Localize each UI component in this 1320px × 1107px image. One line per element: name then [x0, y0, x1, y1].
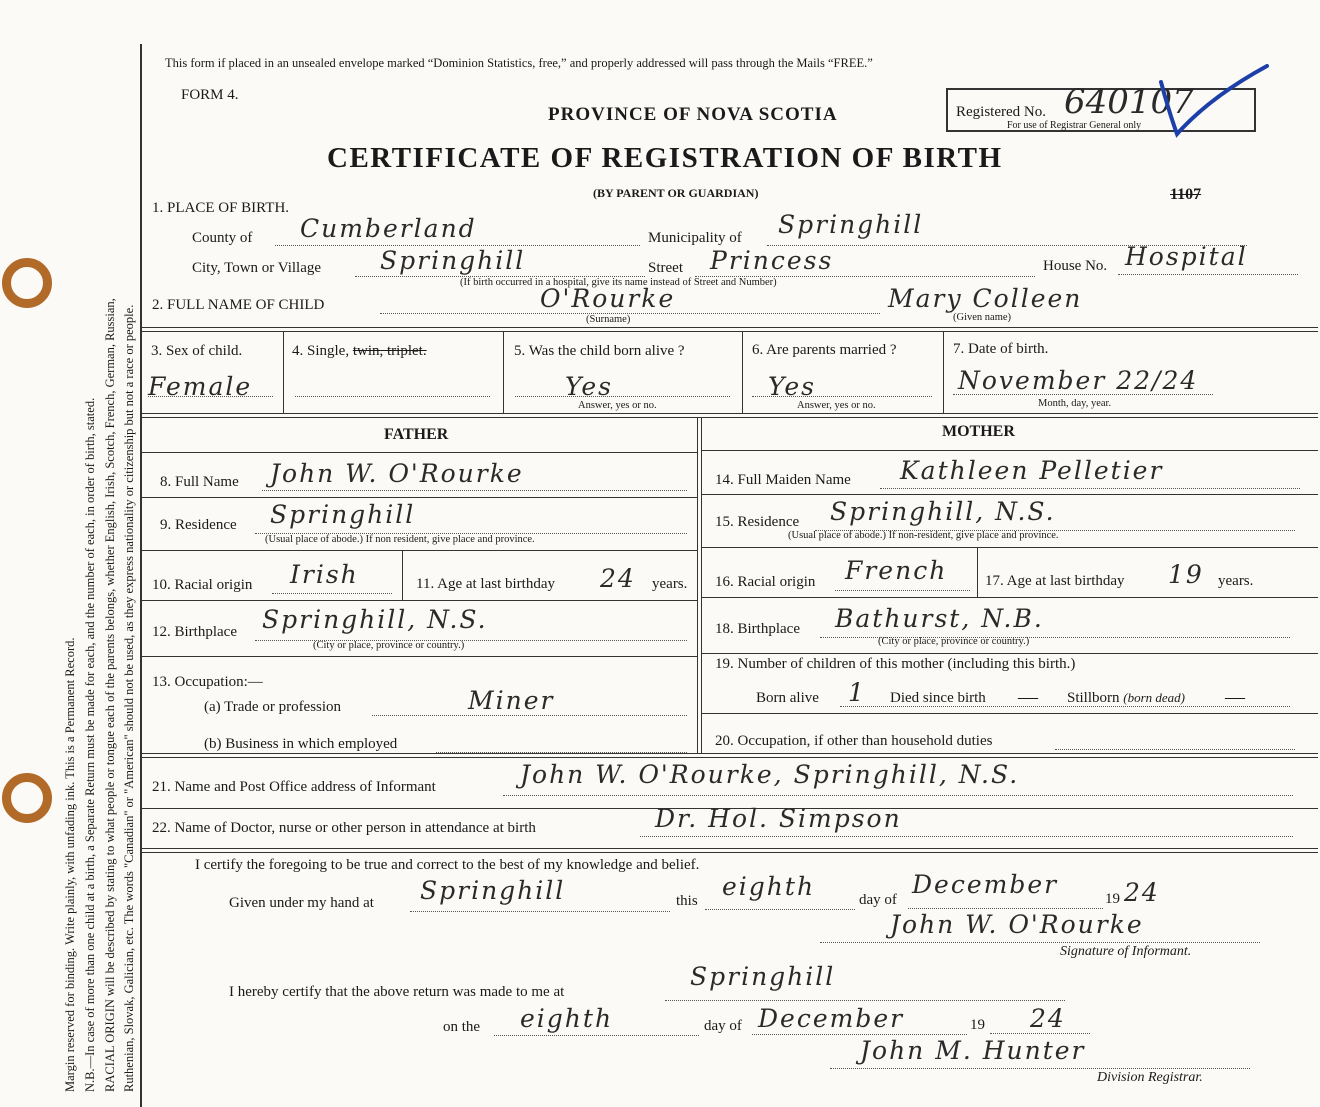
this-label: this [676, 893, 698, 909]
margin-rule [140, 44, 142, 1107]
year-prefix: 19 [1105, 891, 1120, 907]
born-alive-value: Yes [565, 372, 613, 401]
given-name-label: (Given name) [953, 312, 1012, 323]
father-heading: FATHER [384, 426, 449, 443]
father-residence-value: Springhill [270, 500, 416, 529]
margin-note-1: Margin reserved for binding. Write plainly, with unfading ink. This is a Permanent Record. [63, 637, 77, 1092]
registrar-day: eighth [520, 1004, 614, 1033]
single-label: 4. Single, twin, triplet. [292, 343, 427, 359]
father-racial-value: Irish [290, 560, 359, 589]
dob-note: Month, day, year. [1038, 398, 1112, 409]
margin-note-4: Ruthenian, Slovak, Galician, etc. The words "Canadian" or "American" should not be used, as they express nationality or citizenship but not a race or people. [122, 304, 136, 1092]
mail-note: This form if placed in an unsealed envelope marked “Dominion Statistics, free,” and properly addressed will pass through the Mails “FREE.” [165, 56, 873, 70]
city-value: Springhill [380, 246, 526, 275]
registrar-month: December [758, 1004, 905, 1033]
municipality-value: Springhill [778, 210, 924, 239]
certify-month: December [912, 870, 1059, 899]
doctor-value: Dr. Hol. Simpson [655, 804, 902, 833]
married-value: Yes [768, 372, 816, 401]
mother-age-label: 17. Age at last birthday [985, 573, 1125, 589]
registered-label: Registered No. [956, 104, 1046, 120]
mother-birthplace-value: Bathurst, N.B. [835, 604, 1044, 633]
given-place: Springhill [420, 876, 566, 905]
child-name-label: 2. FULL NAME OF CHILD [152, 297, 325, 313]
province-heading: PROVINCE OF NOVA SCOTIA [548, 104, 838, 125]
form-number: FORM 4. [181, 87, 239, 103]
margin-note-2: N.B.—In case of more than one child at a birth, a Separate Return must be made for each, and the number of each, in order of birth, stated. [83, 397, 97, 1092]
mother-age-value: 19 [1168, 560, 1204, 589]
born-alive-label: 5. Was the child born alive ? [514, 343, 685, 359]
mother-birthplace-label: 18. Birthplace [715, 621, 800, 637]
informant-value: John W. O'Rourke, Springhill, N.S. [520, 760, 1020, 789]
mother-heading: MOTHER [942, 423, 1015, 440]
informant-signature: John W. O'Rourke [890, 910, 1144, 939]
father-age-label: 11. Age at last birthday [416, 576, 555, 592]
stillborn-value: — [1225, 686, 1245, 708]
business-label: (b) Business in which employed [204, 736, 398, 752]
certify-day: eighth [722, 872, 816, 901]
died-value: — [1018, 686, 1038, 708]
trade-value: Miner [468, 686, 555, 715]
father-occupation-label: 13. Occupation:— [152, 674, 263, 690]
registrar-note: For use of Registrar General only [1007, 120, 1142, 131]
dob-value: November 22/24 [958, 366, 1199, 395]
father-name-label: 8. Full Name [160, 474, 239, 490]
mother-residence-note: (Usual place of abode.) If non-resident, give place and province. [788, 530, 1059, 541]
page-subtitle: (BY PARENT OR GUARDIAN) [593, 186, 759, 200]
father-racial-label: 10. Racial origin [152, 577, 253, 593]
mother-name-value: Kathleen Pelletier [900, 456, 1164, 485]
margin-note-3: RACIAL ORIGIN will be described by stating to what people or tongue each of the parents belongs, whether English, Irish, Scotch, French, German, Russian, [103, 298, 117, 1092]
registrar-place: Springhill [690, 962, 836, 991]
hospital-note: (If birth occurred in a hospital, give its name instead of Street and Number) [460, 277, 777, 288]
surname-label: (Surname) [586, 314, 631, 325]
mother-residence-label: 15. Residence [715, 514, 800, 530]
page-title: CERTIFICATE OF REGISTRATION OF BIRTH [327, 142, 1003, 174]
father-name-value: John W. O'Rourke [270, 459, 524, 488]
doctor-label: 22. Name of Doctor, nurse or other person in attendance at birth [152, 820, 536, 836]
registered-number: 640107 [1064, 82, 1194, 122]
mother-name-label: 14. Full Maiden Name [715, 472, 851, 488]
child-given-name: Mary Colleen [888, 284, 1083, 313]
registrar-year-prefix: 19 [970, 1017, 985, 1033]
city-label: City, Town or Village [192, 260, 322, 276]
children-count-label: 19. Number of children of this mother (including this birth.) [715, 656, 1076, 672]
street-label: Street [648, 260, 683, 276]
father-birthplace-label: 12. Birthplace [152, 624, 237, 640]
registrar-signature: John M. Hunter [860, 1036, 1086, 1065]
mother-occupation-label: 20. Occupation, if other than household duties [715, 733, 993, 749]
father-residence-label: 9. Residence [160, 517, 237, 533]
street-value: Princess [710, 246, 834, 275]
answer-note-5: Answer, yes or no. [578, 400, 657, 411]
registrar-day-of-label: day of [704, 1018, 742, 1034]
sex-label: 3. Sex of child. [151, 343, 243, 359]
father-years: years. [652, 576, 688, 592]
county-value: Cumberland [300, 214, 477, 243]
sex-value: Female [148, 372, 253, 401]
mother-racial-value: French [845, 556, 948, 585]
stillborn-label: Stillborn (born dead) [1067, 690, 1186, 706]
day-of-label: day of [859, 892, 897, 908]
child-surname: O'Rourke [540, 284, 676, 313]
born-alive-count-label: Born alive [756, 690, 819, 706]
married-label: 6. Are parents married ? [752, 342, 897, 358]
given-under-label: Given under my hand at [229, 895, 374, 911]
municipality-label: Municipality of [648, 230, 742, 246]
father-age-value: 24 [600, 564, 636, 593]
died-label: Died since birth [890, 690, 986, 706]
check-mark-icon [1155, 62, 1275, 142]
registrar-year: 24 [1030, 1004, 1066, 1033]
dob-label: 7. Date of birth. [953, 341, 1049, 357]
house-value: Hospital [1125, 242, 1248, 271]
registrar-text: I hereby certify that the above return was made to me at [229, 984, 565, 1000]
father-residence-note: (Usual place of abode.) If non resident, give place and province. [265, 534, 535, 545]
father-birthplace-value: Springhill, N.S. [262, 605, 488, 634]
certify-year: 24 [1124, 878, 1160, 907]
county-label: County of [192, 230, 253, 246]
house-label: House No. [1043, 258, 1108, 274]
father-birthplace-note: (City or place, province or country.) [313, 640, 465, 651]
corner-mark: 1107 [1170, 186, 1202, 203]
mother-years: years. [1218, 573, 1254, 589]
mother-racial-label: 16. Racial origin [715, 574, 816, 590]
place-of-birth-heading: 1. PLACE OF BIRTH. [152, 200, 290, 216]
trade-label: (a) Trade or profession [204, 699, 342, 715]
certify-text: I certify the foregoing to be true and correct to the best of my knowledge and belief. [195, 857, 700, 873]
answer-note-6: Answer, yes or no. [797, 400, 876, 411]
informant-signature-label: Signature of Informant. [1060, 944, 1192, 959]
mother-residence-value: Springhill, N.S. [830, 497, 1056, 526]
on-the-label: on the [443, 1019, 481, 1035]
informant-label: 21. Name and Post Office address of Informant [152, 779, 436, 795]
mother-birthplace-note: (City or place, province or country.) [878, 636, 1030, 647]
born-alive-count: 1 [848, 678, 866, 707]
margin-notes [0, 0, 140, 1107]
division-registrar-label: Division Registrar. [1097, 1070, 1203, 1085]
